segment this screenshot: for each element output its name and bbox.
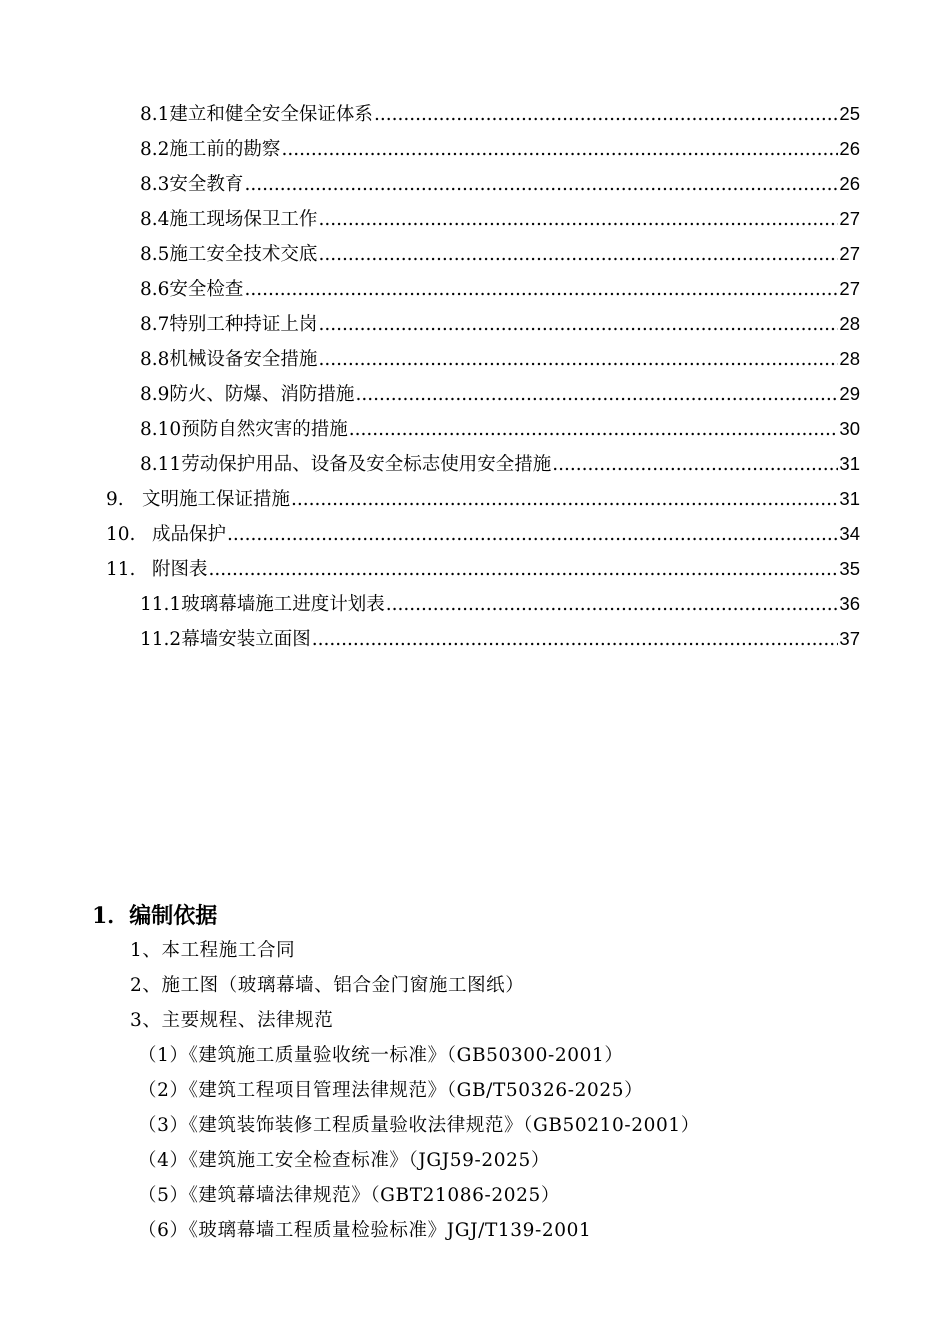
toc-entry-page: 36	[839, 593, 860, 614]
toc-entry-number: 8.5	[140, 244, 170, 265]
toc-entry-title: 文明施工保证措施	[142, 489, 291, 510]
toc-entry-number: 8.11	[140, 454, 182, 475]
toc-entry-page: 31	[839, 488, 860, 509]
toc-entry-title: 附图表	[152, 559, 208, 580]
toc-entry-title: 特别工种持证上岗	[169, 314, 318, 335]
basis-item: （5）《建筑幕墙法律规范》（GBT21086-2025）	[138, 1185, 560, 1206]
toc-entry-number: 8.2	[140, 139, 170, 160]
toc-leader-dots	[244, 167, 838, 202]
toc-entry[interactable]	[140, 131, 860, 166]
toc-entry[interactable]	[140, 446, 860, 481]
toc-entry-page: 34	[839, 523, 860, 544]
toc-entry-number: 10.	[106, 524, 136, 545]
toc-leader-dots	[318, 342, 838, 377]
toc-entry[interactable]	[140, 306, 860, 341]
toc-leader-dots	[374, 97, 838, 132]
toc-entry-number: 8.6	[140, 279, 170, 300]
toc-entry-title: 预防自然灾害的措施	[181, 419, 348, 440]
toc-leader-dots	[552, 447, 838, 482]
toc-entry[interactable]	[106, 551, 860, 586]
toc-leader-dots	[318, 307, 838, 342]
toc-entry-page: 27	[839, 208, 860, 229]
toc-entry-page: 37	[839, 628, 860, 649]
toc-leader-dots	[318, 237, 838, 272]
toc-entry-number: 8.8	[140, 349, 170, 370]
toc-leader-dots	[281, 132, 838, 167]
toc-entry-title: 成品保护	[152, 524, 227, 545]
toc-entry[interactable]	[140, 376, 860, 411]
toc-entry[interactable]	[140, 201, 860, 236]
toc-entry-number: 11.	[106, 559, 136, 580]
toc-entry-number: 11.2	[140, 629, 182, 650]
toc-entry-page: 31	[839, 453, 860, 474]
toc-entry[interactable]	[106, 481, 860, 516]
toc-entry-number: 8.10	[140, 419, 182, 440]
toc-entry[interactable]	[106, 516, 860, 551]
toc-entry[interactable]	[140, 411, 860, 446]
toc-entry[interactable]	[140, 96, 860, 131]
toc-entry-number: 8.3	[140, 174, 170, 195]
basis-item: 1、本工程施工合同	[130, 940, 296, 961]
toc-entry-title: 施工安全技术交底	[169, 244, 318, 265]
toc-entry-title: 玻璃幕墙施工进度计划表	[181, 594, 385, 615]
toc-leader-dots	[209, 552, 839, 587]
toc-entry-page: 29	[839, 383, 860, 404]
toc-entry-title: 建立和健全安全保证体系	[169, 104, 373, 125]
toc-entry-page: 27	[839, 278, 860, 299]
basis-item: （3）《建筑装饰装修工程质量验收法律规范》（GB50210-2001）	[138, 1115, 700, 1136]
toc-leader-dots	[355, 377, 838, 412]
toc-entry-number: 11.1	[140, 594, 182, 615]
toc-entry-page: 28	[839, 313, 860, 334]
toc-entry[interactable]	[140, 236, 860, 271]
toc-leader-dots	[312, 622, 839, 657]
toc-leader-dots	[227, 517, 838, 552]
toc-entry-page: 30	[839, 418, 860, 439]
basis-item: （4）《建筑施工安全检查标准》（JGJ59-2025）	[138, 1150, 550, 1171]
toc-entry-number: 9.	[106, 489, 124, 510]
basis-item: （2）《建筑工程项目管理法律规范》（GB/T50326-2025）	[138, 1080, 644, 1101]
basis-item: （1）《建筑施工质量验收统一标准》（GB50300-2001）	[138, 1045, 624, 1066]
toc-entry-title: 机械设备安全措施	[169, 349, 318, 370]
toc-entry-title: 安全教育	[169, 174, 244, 195]
toc-leader-dots	[318, 202, 838, 237]
toc-entry[interactable]	[140, 271, 860, 306]
basis-item: 3、主要规程、法律规范	[130, 1010, 334, 1031]
toc-entry-title: 施工前的勘察	[169, 139, 281, 160]
toc-entry-page: 26	[839, 173, 860, 194]
toc-entry[interactable]	[140, 621, 860, 656]
toc-entry-page: 35	[839, 558, 860, 579]
toc-entry-number: 8.1	[140, 104, 170, 125]
toc-entry-title: 防火、防爆、消防措施	[169, 384, 355, 405]
toc-entry-title: 劳动保护用品、设备及安全标志使用安全措施	[181, 454, 552, 475]
basis-item: 2、施工图（玻璃幕墙、铝合金门窗施工图纸）	[130, 975, 525, 996]
section-heading: 1．编制依据	[92, 903, 218, 929]
toc-entry-title: 安全检查	[169, 279, 244, 300]
toc-entry-number: 8.7	[140, 314, 170, 335]
toc-leader-dots	[291, 482, 838, 517]
basis-item: （6）《玻璃幕墙工程质量检验标准》JGJ/T139-2001	[138, 1220, 592, 1241]
toc-entry[interactable]	[140, 586, 860, 621]
toc-entry-number: 8.4	[140, 209, 170, 230]
toc-entry-page: 26	[839, 138, 860, 159]
toc-entry-page: 25	[839, 103, 860, 124]
toc-entry[interactable]	[140, 341, 860, 376]
toc-entry-page: 28	[839, 348, 860, 369]
toc-entry-title: 施工现场保卫工作	[169, 209, 318, 230]
toc-leader-dots	[386, 587, 839, 622]
toc-entry-number: 8.9	[140, 384, 170, 405]
toc-entry-page: 27	[839, 243, 860, 264]
toc-entry[interactable]	[140, 166, 860, 201]
toc-entry-title: 幕墙安装立面图	[181, 629, 311, 650]
toc-leader-dots	[349, 412, 839, 447]
toc-leader-dots	[244, 272, 838, 307]
